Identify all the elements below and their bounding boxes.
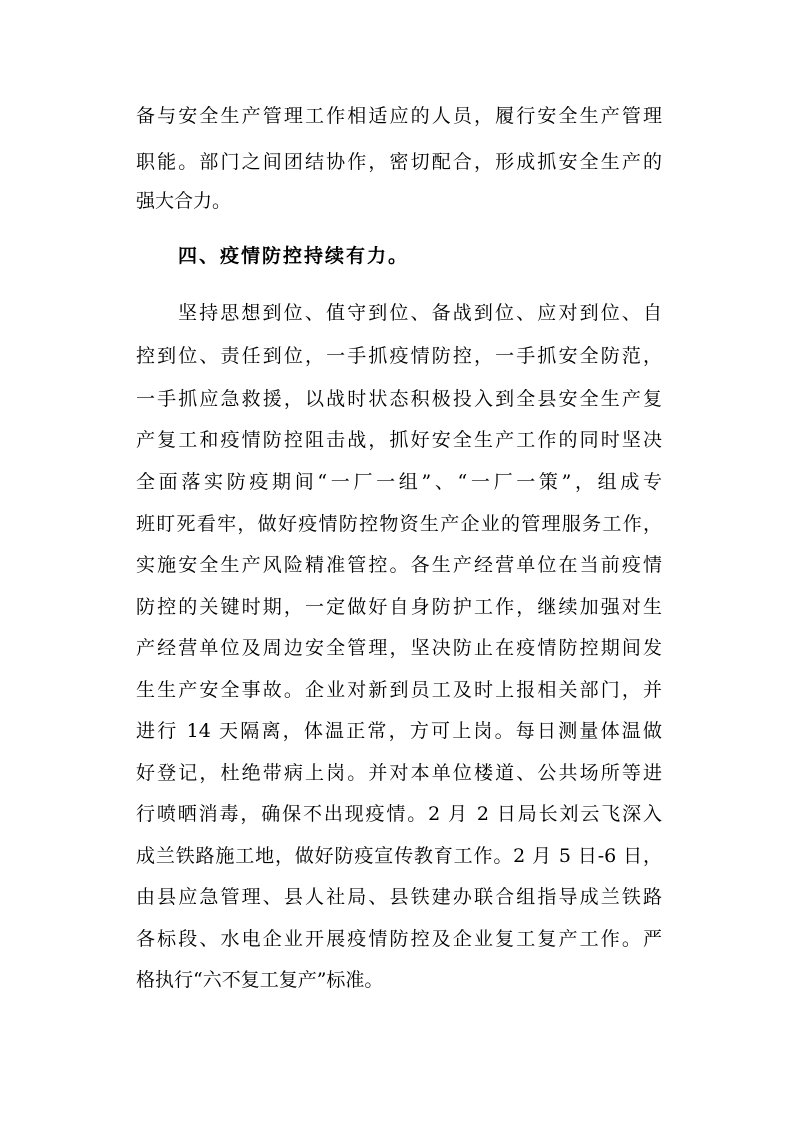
section-4-line-3: 一手抓应急救援，以战时状态积极投入到全县安全生产复 (136, 388, 662, 410)
section-4-heading: 四、疫情防控持续有力。 (178, 245, 410, 267)
section-4-line-13: 行喷晒消毒，确保不出现疫情。2 月 2 日局长刘云飞深入 (136, 803, 662, 825)
section-4-line-4: 产复工和疫情防控阻击战，抓好安全生产工作的同时坚决 (136, 429, 662, 451)
section-4-line-12: 好登记，杜绝带病上岗。并对本单位楼道、公共场所等进 (136, 762, 662, 784)
section-4-line-2: 控到位、责任到位，一手抓疫情防控，一手抓安全防范， (136, 345, 662, 367)
section-4-line-8: 防控的关键时期，一定做好自身防护工作，继续加强对生 (136, 596, 662, 618)
section-4-line-11: 进行 14 天隔离，体温正常，方可上岗。每日测量体温做 (136, 720, 662, 742)
section-4-line-17: 格执行“六不复工复产”标准。 (136, 969, 384, 991)
section-4-line-5: 全面落实防疫期间“一厂一组”、“一厂一策”，组成专 (136, 471, 662, 493)
section-4-line-7: 实施安全生产风险精准管控。各生产经营单位在当前疫情 (136, 554, 662, 576)
section-4-line-6: 班盯死看牢，做好疫情防控物资生产企业的管理服务工作， (136, 513, 662, 535)
section-4-line-15: 由县应急管理、县人社局、县铁建办联合组指导成兰铁路 (136, 886, 662, 908)
section-4-line-16: 各标段、水电企业开展疫情防控及企业复工复产工作。严 (136, 928, 662, 950)
paragraph-1-line-3: 强大合力。 (136, 190, 232, 212)
section-4-line-14: 成兰铁路施工地，做好防疫宣传教育工作。2 月 5 日-6 日， (136, 845, 662, 867)
paragraph-1-line-2: 职能。部门之间团结协作，密切配合，形成抓安全生产的 (136, 151, 662, 173)
section-4-line-1: 坚持思想到位、值守到位、备战到位、应对到位、自 (178, 302, 662, 324)
section-4-line-9: 产经营单位及周边安全管理，坚决防止在疫情防控期间发 (136, 637, 662, 659)
paragraph-1-line-1: 备与安全生产管理工作相适应的人员，履行安全生产管理 (136, 105, 662, 127)
section-4-line-10: 生生产安全事故。企业对新到员工及时上报相关部门，并 (136, 679, 662, 701)
